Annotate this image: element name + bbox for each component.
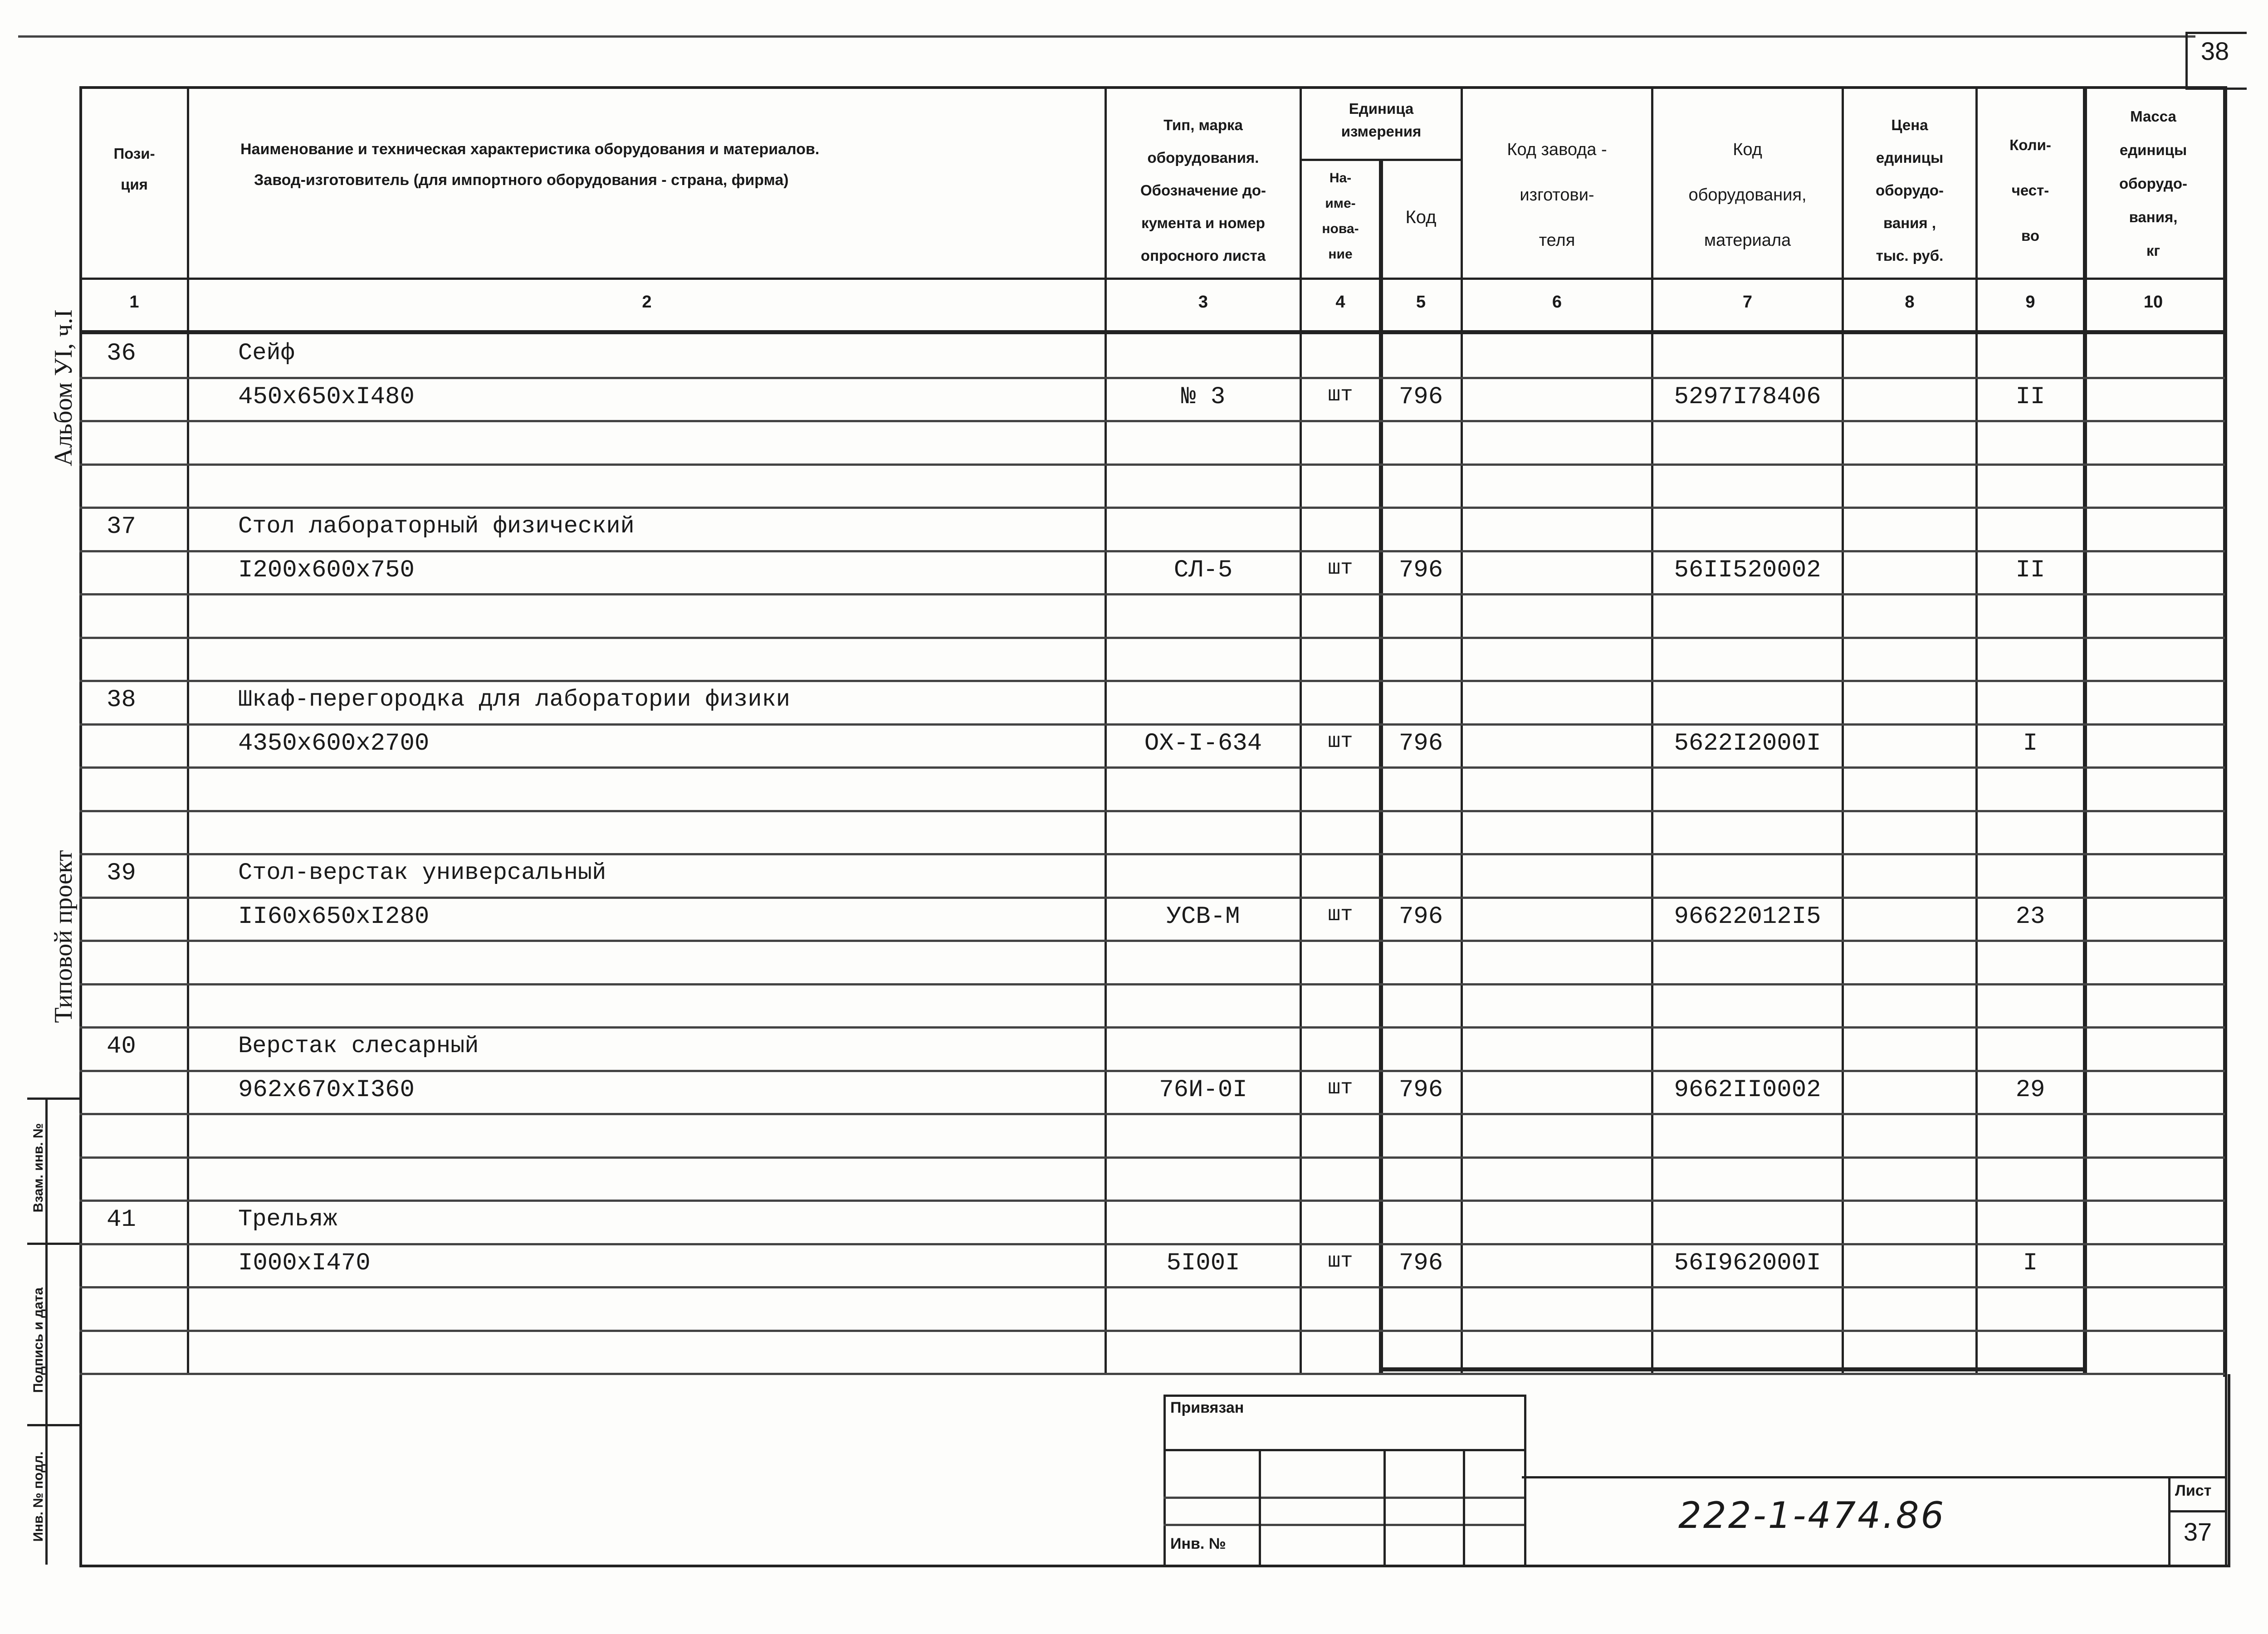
header-name: Наименование и техническая характеристика оборудования и материалов. Завод-изготовитель (для импортного оборудования - страна, фирма): [240, 141, 820, 189]
row-rule: [79, 1070, 2225, 1072]
row-rule: [79, 1156, 2225, 1159]
stamp-row-3: [1163, 1524, 1524, 1526]
row-rule: [79, 507, 2225, 509]
col-sep-7: [1842, 86, 1844, 1374]
header-bottom-rule: [79, 278, 2225, 280]
row-rule: [79, 1200, 2225, 1202]
item-unit: шт: [1328, 730, 1353, 753]
page-number-top: 38: [2200, 37, 2229, 65]
row-rule: [79, 853, 2225, 855]
item-unit: шт: [1328, 383, 1353, 407]
item-pos: 40: [107, 1033, 136, 1060]
header-unit-name: На- име- нова- ние: [1322, 171, 1359, 262]
heavy-bottom-rule: [1379, 1367, 2087, 1371]
item-pos: 36: [107, 340, 136, 367]
item-dims: 962x670xI360: [238, 1076, 415, 1104]
item-type: СЛ-5: [1173, 556, 1233, 584]
col-sep-9: [2083, 86, 2087, 1374]
item-pos: 37: [107, 513, 136, 541]
row-rule: [79, 940, 2225, 942]
colnum-7: 7: [1742, 293, 1753, 312]
side-sign-date: Подпись и дата: [31, 1287, 46, 1393]
item-qty: II: [2015, 556, 2045, 584]
row-rule: [79, 810, 2225, 812]
item-equip-code: 96622012I5: [1674, 903, 1821, 931]
row-rule: [79, 983, 2225, 985]
item-name: Трельяж: [238, 1206, 337, 1233]
item-qty: I: [2023, 1249, 2038, 1277]
row-rule: [79, 723, 2225, 726]
row-rule: [79, 550, 2225, 552]
stamp-title: Привязан: [1170, 1399, 1244, 1416]
colnum-bottom-rule: [79, 330, 2225, 334]
item-pos: 38: [107, 686, 136, 714]
item-dims: I000xI470: [238, 1249, 371, 1277]
item-type: ОХ-I-634: [1144, 730, 1262, 757]
item-code: 796: [1398, 1249, 1443, 1277]
item-qty: 29: [2015, 1076, 2045, 1104]
header-type: Тип, марка оборудования. Обозначение до- кумента и номер опросного листа: [1140, 117, 1266, 264]
row-rule: [79, 463, 2225, 466]
stamp-col-2: [1383, 1449, 1386, 1565]
item-dims: 4350x600x2700: [238, 730, 430, 757]
item-dims: I200x600x750: [238, 556, 415, 584]
header-price: Цена единицы оборудо- вания , тыс. руб.: [1875, 117, 1944, 264]
stamp-row-1: [1163, 1449, 1524, 1451]
item-qty: 23: [2015, 903, 2045, 931]
row-rule: [79, 1243, 2225, 1245]
stamp-col-1: [1259, 1449, 1261, 1565]
item-code: 796: [1398, 903, 1443, 931]
item-name: Стол лабораторный физический: [238, 513, 635, 540]
item-equip-code: 5297I78406: [1674, 383, 1821, 411]
item-qty: II: [2015, 383, 2045, 411]
side-project: Типовой проект: [49, 850, 78, 1023]
item-equip-code: 56II520002: [1674, 556, 1821, 584]
stamp-rule-1: [27, 1097, 79, 1100]
top-rule: [18, 35, 2195, 38]
header-equip-code: Код оборудования, материала: [1688, 140, 1807, 250]
item-name: Шкаф-перегородка для лаборатории физики: [238, 686, 790, 713]
item-name: Стол-верстак универсальный: [238, 859, 606, 886]
col-sep-1: [187, 86, 189, 1374]
header-factory-code: Код завода - изготови- теля: [1507, 140, 1607, 250]
header-mass: Масса единицы оборудо- вания, кг: [2119, 108, 2188, 259]
item-name: Верстак слесарный: [238, 1033, 479, 1059]
stamp-row-2: [1163, 1497, 1524, 1499]
item-pos: 39: [107, 859, 136, 887]
item-equip-code: 5622I2000I: [1674, 730, 1821, 757]
item-code: 796: [1398, 1076, 1443, 1104]
colnum-4: 4: [1335, 293, 1345, 312]
item-unit: шт: [1328, 1249, 1353, 1273]
document-code: 222-1-474.86: [1678, 1494, 1946, 1536]
side-vzam-inv: Взам. инв. №: [31, 1123, 46, 1213]
sheet-box-rule: [2168, 1510, 2225, 1512]
row-rule: [79, 1286, 2225, 1288]
row-rule: [79, 1113, 2225, 1115]
colnum-9: 9: [2025, 293, 2035, 312]
item-type: УСВ-М: [1166, 903, 1240, 931]
right-border: [2225, 86, 2227, 1565]
row-rule: [79, 680, 2225, 682]
sheet-label: Лист: [2175, 1482, 2212, 1499]
item-code: 796: [1398, 556, 1443, 584]
header-pos: Пози- ция: [113, 145, 155, 193]
row-rule: [79, 1330, 2225, 1332]
item-dims: 450x650xI480: [238, 383, 415, 411]
item-unit: шт: [1328, 1076, 1353, 1100]
item-code: 796: [1398, 383, 1443, 411]
row-rule: [79, 1026, 2225, 1029]
stamp-col-3: [1463, 1449, 1465, 1565]
colnum-8: 8: [1905, 293, 1915, 312]
colnum-5: 5: [1416, 293, 1426, 312]
item-type: 76И-0I: [1159, 1076, 1247, 1104]
item-dims: II60x650xI280: [238, 903, 430, 931]
sheet-number: 37: [2183, 1517, 2212, 1546]
side-album: Альбом УI, ч.I: [49, 309, 78, 466]
stamp-rule-3: [27, 1424, 79, 1426]
col-sep-5: [1461, 86, 1463, 1374]
item-qty: I: [2023, 730, 2038, 757]
stamp-inv: Инв. №: [1170, 1535, 1226, 1552]
colnum-1: 1: [129, 293, 139, 312]
row-rule: [79, 637, 2225, 639]
row-rule: [79, 766, 2225, 769]
item-type: № 3: [1181, 383, 1226, 411]
row-rule: [79, 420, 2225, 422]
colnum-6: 6: [1552, 293, 1562, 312]
item-equip-code: 9662II0002: [1674, 1076, 1821, 1104]
header-unit: Единица измерения: [1341, 100, 1422, 140]
title-rule: [1522, 1476, 2225, 1478]
header-qty: Коли- чест- во: [2009, 137, 2051, 244]
item-name: Сейф: [238, 340, 295, 366]
side-inv-podl: Инв. № подл.: [31, 1451, 46, 1542]
item-equip-code: 56I962000I: [1674, 1249, 1821, 1277]
item-code: 796: [1398, 730, 1443, 757]
item-type: 5I00I: [1166, 1249, 1240, 1277]
stamp-rule-2: [27, 1243, 79, 1245]
colnum-10: 10: [2143, 293, 2163, 312]
unit-sub-rule: [1300, 159, 1461, 161]
colnum-2: 2: [642, 293, 652, 312]
colnum-3: 3: [1198, 293, 1208, 312]
row-rule: [79, 897, 2225, 899]
row-rule: [79, 593, 2225, 595]
item-unit: шт: [1328, 903, 1353, 927]
row-rule: [79, 377, 2225, 379]
header-unit-code: Код: [1405, 207, 1437, 227]
bottom-frame: [79, 1374, 2230, 1567]
row-rule: [79, 1373, 2225, 1375]
item-pos: 41: [107, 1206, 136, 1234]
item-unit: шт: [1328, 556, 1353, 580]
